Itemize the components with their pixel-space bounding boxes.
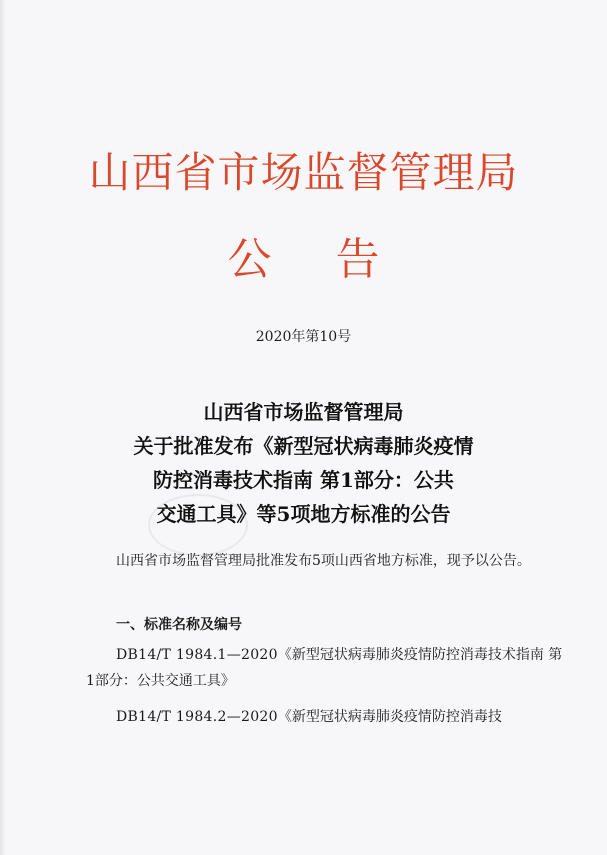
- title-line: 交通工具》等5项地方标准的公告: [156, 502, 451, 526]
- notice-title: [0, 395, 607, 531]
- title-line: 关于批准发布《新型冠状病毒肺炎疫情: [133, 434, 474, 458]
- section-heading-block: [86, 612, 566, 638]
- standard-name: 《新型冠状病毒肺炎疫情防控消毒技: [277, 709, 502, 725]
- document-number: 2020年第10号: [255, 329, 352, 345]
- section-heading: 一、标准名称及编号: [116, 617, 242, 633]
- notice-heading: 公告: [227, 234, 444, 285]
- standard-entry: [86, 642, 566, 694]
- issuing-authority-header: 山西省市场监督管理局: [88, 148, 519, 197]
- standard-code: DB14/T 1984.1—2020: [116, 647, 278, 663]
- title-line: 山西省市场监督管理局: [203, 400, 404, 424]
- standard-name: 《新型冠状病毒肺炎疫情防控消毒技术指南 第1部分：公共交通工具》: [86, 647, 563, 689]
- intro-text: 山西省市场监督管理局批准发布5项山西省地方标准，现予以公告。: [116, 553, 531, 569]
- standard-item: [86, 642, 566, 694]
- standard-code: DB14/T 1984.2—2020: [116, 709, 278, 725]
- standard-entry: [86, 704, 566, 730]
- intro-paragraph: [86, 548, 566, 574]
- standard-item: [86, 704, 566, 730]
- title-line: 防控消毒技术指南 第1部分：公共: [153, 468, 454, 492]
- faded-seal-stamp: [148, 494, 248, 556]
